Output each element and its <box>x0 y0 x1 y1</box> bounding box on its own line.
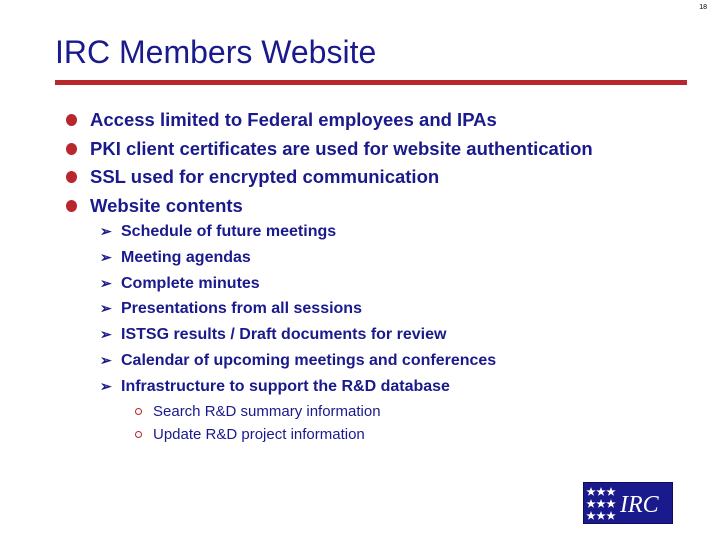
sub-bullet-item <box>100 296 496 322</box>
sub-bullet-item <box>100 219 496 245</box>
irc-logo-icon <box>583 482 673 524</box>
ring-bullet-icon <box>135 408 142 415</box>
arrow-bullet-icon: ➢ <box>100 274 112 291</box>
bullet-text: PKI client certificates are used for website authentication <box>90 137 593 159</box>
bullet-dot-icon <box>66 171 77 183</box>
arrow-bullet-icon: ➢ <box>100 223 112 239</box>
sub-sub-bullet-item <box>135 423 381 446</box>
bullet-text: Website contents <box>90 194 243 216</box>
bullet-dot-icon <box>66 114 77 126</box>
sub-bullet-item <box>100 374 496 400</box>
bullet-item <box>64 106 593 135</box>
sub-bullet-item <box>100 348 496 374</box>
sub-bullet-text: Infrastructure to support the R&D database <box>121 377 450 395</box>
bullet-dot-icon <box>66 143 77 155</box>
sub-bullet-text: Presentations from all sessions <box>121 300 362 318</box>
sub-bullet-text: ISTSG results / Draft documents for review <box>121 326 447 344</box>
bullet-item <box>64 163 593 192</box>
sub-sub-bullet-item <box>135 400 381 423</box>
slide-title: IRC Members Website <box>55 34 377 70</box>
arrow-bullet-icon: ➢ <box>100 377 112 394</box>
arrow-bullet-icon: ➢ <box>100 351 112 368</box>
ring-bullet-icon <box>135 431 142 438</box>
main-bullet-list <box>64 106 593 220</box>
bullet-text: SSL used for encrypted communication <box>90 166 440 187</box>
sub-bullet-item <box>100 322 496 348</box>
bullet-dot-icon <box>66 200 77 212</box>
bullet-item <box>64 192 593 221</box>
sub-sub-bullet-text: Update R&D project information <box>153 426 365 443</box>
arrow-bullet-icon: ➢ <box>100 326 112 343</box>
sub-bullet-text: Meeting agendas <box>121 248 251 266</box>
slide-number: 18 <box>699 4 707 11</box>
sub-bullet-item <box>100 245 496 271</box>
sub-bullet-text: Schedule of future meetings <box>121 223 337 240</box>
sub-bullet-text: Calendar of upcoming meetings and conferences <box>121 351 497 369</box>
bullet-text: Access limited to Federal employees and IPAs <box>90 109 497 130</box>
sub-sub-bullet-text: Search R&D summary information <box>153 403 381 420</box>
sub-bullet-item <box>100 271 496 297</box>
bullet-item <box>64 135 593 164</box>
arrow-bullet-icon: ➢ <box>100 300 112 317</box>
sub-bullet-text: Complete minutes <box>121 274 260 292</box>
arrow-bullet-icon: ➢ <box>100 248 112 265</box>
website-contents-list <box>100 219 496 400</box>
svg-text:IRC: IRC <box>620 492 659 518</box>
rd-database-list <box>135 400 381 446</box>
title-divider <box>55 80 687 85</box>
